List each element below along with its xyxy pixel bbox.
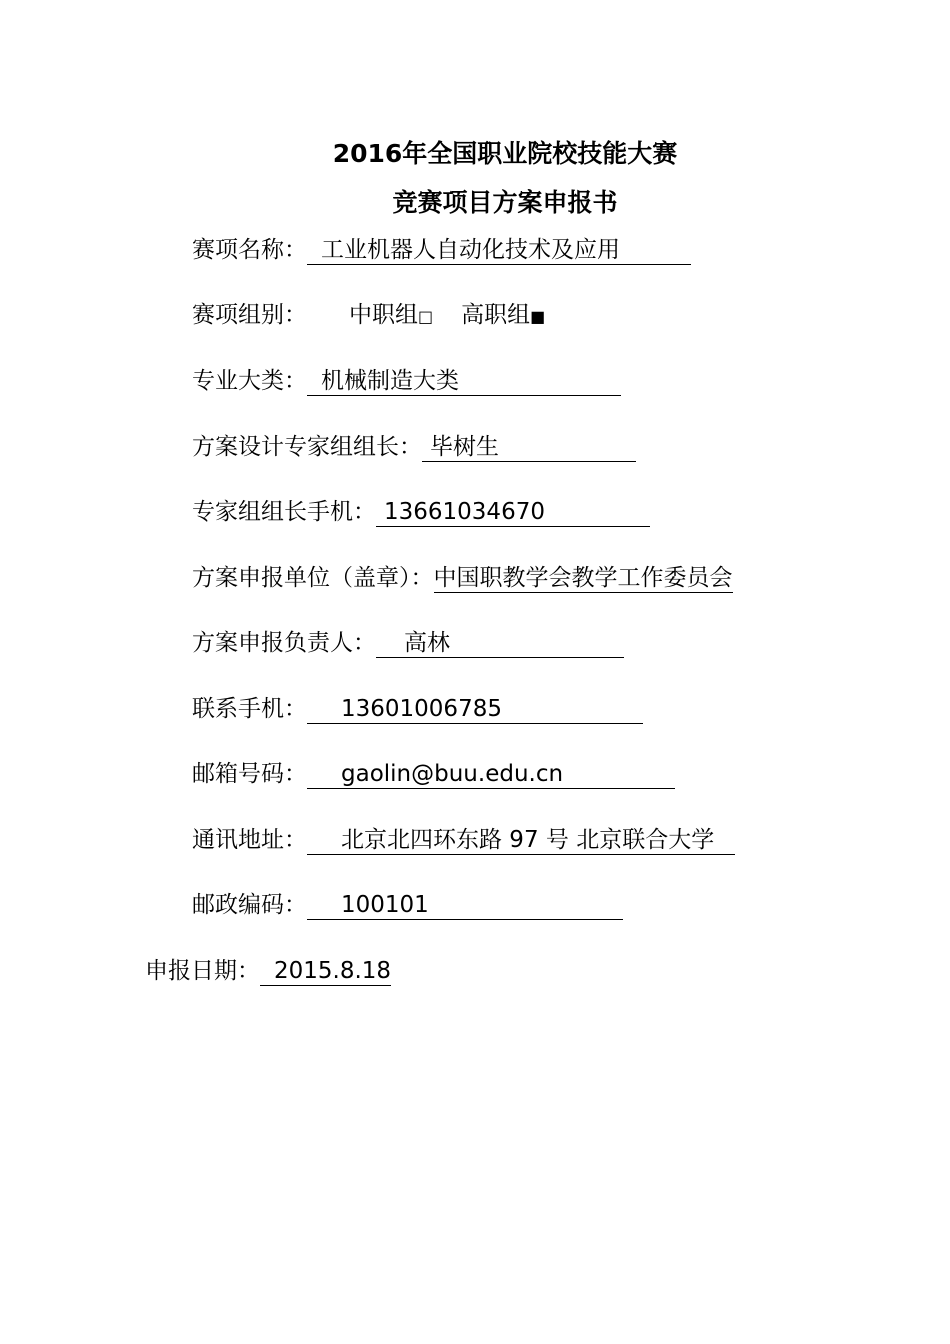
person-value-line — [376, 629, 624, 658]
leader-phone-row — [192, 495, 650, 529]
unit-row — [192, 561, 733, 595]
email-value: gaolin@buu.edu.cn — [341, 761, 564, 787]
unit-label: 方案申报单位（盖章）： — [192, 565, 434, 591]
date-row — [145, 954, 391, 988]
group-label: 赛项组别： — [192, 302, 307, 328]
phone-value: 13601006785 — [341, 696, 502, 722]
person-value: 高林 — [404, 630, 450, 656]
leader-phone-value: 13661034670 — [384, 499, 545, 525]
phone-value-line — [307, 695, 643, 724]
email-value-line — [307, 760, 675, 789]
group-option-higher: 高职组 — [461, 302, 531, 328]
address-value: 北京北四环东路 97 号 北京联合大学 — [341, 827, 715, 853]
event-name-label: 赛项名称： — [192, 237, 307, 263]
email-row — [192, 757, 675, 791]
expert-leader-value: 毕树生 — [430, 434, 499, 460]
postcode-value-line — [307, 891, 623, 920]
phone-label: 联系手机： — [192, 696, 307, 722]
checkbox-unchecked-icon: □ — [418, 307, 434, 326]
postcode-value: 100101 — [341, 892, 429, 918]
expert-leader-row — [192, 430, 636, 464]
unit-value: 中国职教学会教学工作委员会 — [433, 565, 733, 591]
address-value-line — [307, 826, 735, 855]
expert-leader-label: 方案设计专家组组长： — [192, 434, 422, 460]
category-value-line — [307, 367, 621, 396]
expert-leader-value-line — [422, 433, 636, 462]
group-row — [192, 298, 545, 334]
date-label: 申报日期： — [145, 958, 260, 984]
postcode-row — [192, 888, 623, 922]
category-value: 机械制造大类 — [321, 368, 459, 394]
leader-phone-value-line — [376, 498, 650, 527]
date-value: 2015.8.18 — [274, 958, 392, 984]
event-name-value-line — [307, 236, 691, 265]
group-option-secondary: 中职组 — [349, 302, 418, 328]
address-row — [192, 823, 735, 857]
person-label: 方案申报负责人： — [192, 630, 376, 656]
phone-row — [192, 692, 643, 726]
category-row — [192, 364, 621, 398]
email-label: 邮箱号码： — [192, 761, 307, 787]
document-title-line1: 2016年全国职业院校技能大赛 — [332, 139, 678, 168]
person-row — [192, 626, 624, 660]
checkbox-checked-icon: ■ — [530, 307, 546, 326]
unit-value-line — [434, 564, 733, 593]
event-name-value: 工业机器人自动化技术及应用 — [321, 237, 620, 263]
category-label: 专业大类： — [192, 368, 307, 394]
document-title-line2: 竞赛项目方案申报书 — [392, 188, 618, 217]
postcode-label: 邮政编码： — [192, 892, 307, 918]
address-label: 通讯地址： — [192, 827, 307, 853]
leader-phone-label: 专家组组长手机： — [192, 499, 376, 525]
date-value-line — [260, 957, 391, 986]
event-name-row — [192, 233, 691, 267]
